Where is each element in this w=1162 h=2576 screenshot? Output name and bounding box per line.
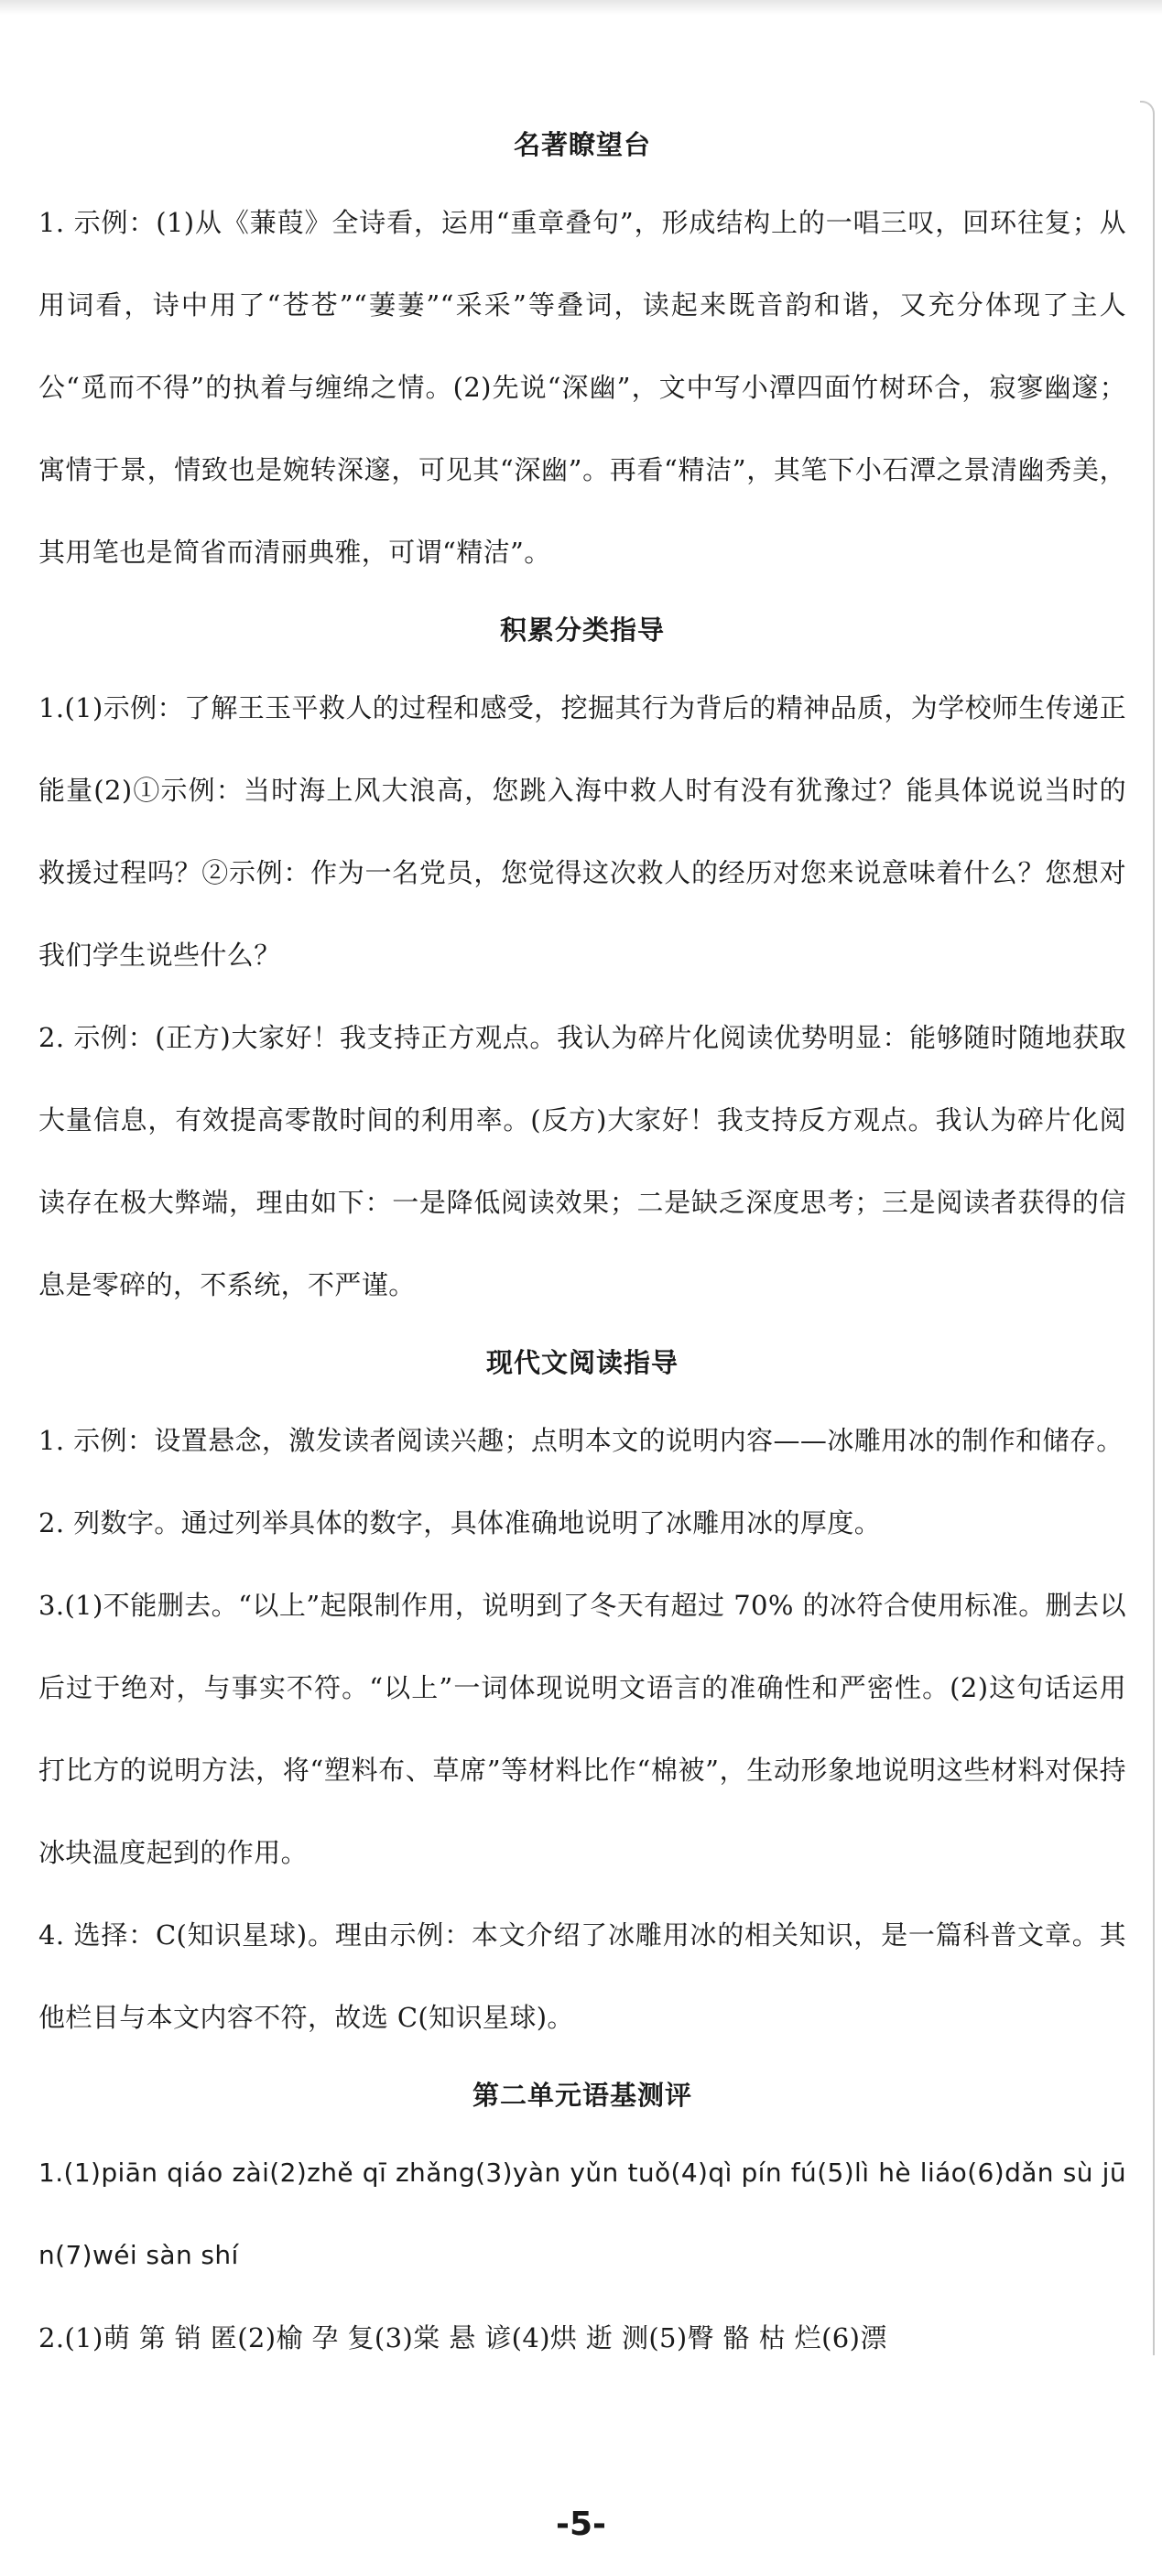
section-title-classics: 名著瞭望台	[513, 129, 651, 160]
answer-paragraph: 2. 列数字。通过列举具体的数字，具体准确地说明了冰雕用冰的厚度。	[38, 1507, 882, 1538]
page-binding-edge	[1140, 101, 1155, 2355]
answer-content	[38, 108, 1126, 2379]
answer-paragraph: 1. 示例：设置悬念，激发读者阅读兴趣；点明本文的说明内容——冰雕用冰的制作和储存。	[38, 1425, 1124, 1456]
answer-paragraph: 2.(1)萌 第 销 匿(2)榆 孕 复(3)棠 悬 谚(4)烘 逝 测(5)臀 骼 枯 烂(6)漂	[38, 2322, 887, 2353]
answer-paragraph: 1. 示例：(1)从《蒹葭》全诗看，运用“重章叠句”，形成结构上的一唱三叹，回环往复；从用词看，诗中用了“苍苍”“萋萋”“采采”等叠词，读起来既音韵和谐，又充分体现了主人公“觅而不得”的执着与缠绵之情。(2)先说“深幽”，文中写小潭四面竹树环合，寂寥幽邃；寓情于景，情致也是婉转深邃，可见其“深幽”。再看“精洁”，其笔下小石潭之景清幽秀美，其用笔也是简省而清丽典雅，可谓“精洁”。	[38, 207, 1126, 568]
section-title-accumulation: 积累分类指导	[499, 614, 665, 646]
answer-paragraph: 2. 示例：(正方)大家好！我支持正方观点。我认为碎片化阅读优势明显：能够随时随地获取大量信息，有效提高零散时间的利用率。(反方)大家好！我支持反方观点。我认为碎片化阅读存在极大弊端，理由如下：一是降低阅读效果；二是缺乏深度思考；三是阅读者获得的信息是零碎的，不系统，不严谨。	[38, 1022, 1126, 1300]
scan-top-edge	[0, 0, 1162, 15]
answer-paragraph: 3.(1)不能删去。“以上”起限制作用，说明到了冬天有超过 70% 的冰符合使用标准。删去以后过于绝对，与事实不符。“以上”一词体现说明文语言的准确性和严密性。(2)这句话运用打比方的说明方法，将“塑料布、草席”等材料比作“棉被”，生动形象地说明这些材料对保持冰块温度起到的作用。	[38, 1590, 1126, 1868]
page-number: -5-	[556, 2505, 606, 2543]
section-title-modern-reading: 现代文阅读指导	[485, 1347, 679, 1378]
section-title-unit2-test: 第二单元语基测评	[472, 2080, 692, 2111]
answer-paragraph: 4. 选择：C(知识星球)。理由示例：本文介绍了冰雕用冰的相关知识，是一篇科普文章。其他栏目与本文内容不符，故选 C(知识星球)。	[38, 1919, 1126, 2033]
pinyin-answer-paragraph: 1.(1)piān qiáo zài(2)zhě qī zhǎng(3)yàn yǔn tuǒ(4)qì pín fú(5)lì hè liáo(6)dǎn sù jūn(7)wéi sàn shí	[38, 2158, 1126, 2270]
answer-paragraph: 1.(1)示例：了解王玉平救人的过程和感受，挖掘其行为背后的精神品质，为学校师生传递正能量(2)①示例：当时海上风大浪高，您跳入海中救人时有没有犹豫过？能具体说说当时的救援过程吗？②示例：作为一名党员，您觉得这次救人的经历对您来说意味着什么？您想对我们学生说些什么？	[38, 692, 1126, 971]
